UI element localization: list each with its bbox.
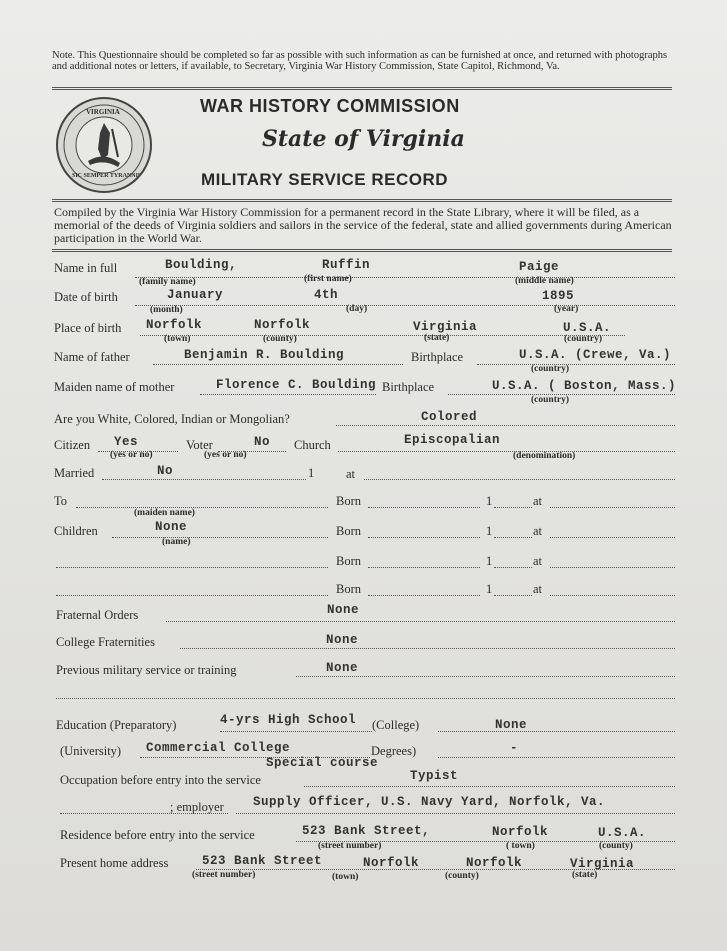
child2-born-label: Born [336, 554, 361, 568]
prev-service-line-2 [56, 698, 675, 699]
employer-line [236, 813, 675, 814]
dob-label: Date of birth [54, 290, 118, 304]
father-birthplace-label: Birthplace [411, 350, 464, 364]
maiden-name-sub: (maiden name) [134, 508, 195, 518]
college-value: None [495, 718, 528, 732]
note-text: Note. This Questionnaire should be completed so far as possible with such information as can be furnished at once, and returned with photographs and additional notes or letters, if available, to Secretary, Virginia War History Commission, State Capitol, Richmond, Va. [52, 50, 668, 72]
county-sub: (county) [263, 334, 297, 344]
degrees-label: Degrees) [371, 744, 417, 758]
to-one-line [494, 507, 532, 508]
mother-value: Florence C. Boulding [216, 378, 377, 392]
citizen-label: Citizen [54, 438, 91, 452]
to-one: 1 [486, 494, 493, 508]
prev-service-line [296, 676, 675, 677]
child3-born-label: Born [336, 582, 361, 596]
state-title: State of Virginia [262, 126, 465, 152]
child1-one-line [494, 537, 532, 538]
to-at-line [550, 507, 675, 508]
res-street-sub: (street number) [318, 841, 382, 851]
child2-one-line [494, 567, 532, 568]
pob-label: Place of birth [54, 321, 122, 335]
children-line [112, 537, 328, 538]
to-line [76, 507, 328, 508]
citizen-sub: (yes or no) [110, 450, 153, 460]
child1-one: 1 [486, 524, 493, 538]
pob-line [140, 335, 625, 336]
race-line [336, 425, 675, 426]
header-rule [52, 87, 672, 90]
children-value: None [155, 520, 188, 534]
dob-line [135, 305, 675, 306]
res-county-sub: (county) [599, 841, 633, 851]
res-town-value: Norfolk [492, 825, 549, 839]
child3-one-line [494, 595, 532, 596]
married-label: Married [54, 466, 95, 480]
employer-label: ; employer [170, 800, 224, 814]
prev-service-label: Previous military service or training [56, 663, 237, 677]
first-name-value: Ruffin [322, 258, 371, 272]
children-name-sub: (name) [162, 537, 191, 547]
voter-label: Voter [186, 438, 213, 452]
prev-service-value: None [326, 661, 359, 675]
married-at-line [364, 479, 675, 480]
seal-bottom-text: SIC SEMPER TYRANNIS [72, 173, 142, 179]
birth-country-value: U.S.A. [563, 321, 612, 335]
occupation-label: Occupation before entry into the service [60, 773, 261, 787]
child3-line [56, 595, 328, 596]
home-state-sub: (state) [572, 870, 598, 880]
home-street-sub: (street number) [192, 870, 256, 880]
family-name-sub: (family name) [139, 277, 196, 287]
denomination-sub: (denomination) [513, 451, 576, 461]
year-sub: (year) [554, 304, 579, 314]
to-born-label: Born [336, 494, 361, 508]
to-born-line [368, 507, 480, 508]
home-street-value: 523 Bank Street [202, 854, 323, 868]
family-name-value: Boulding, [165, 258, 238, 272]
birth-county-value: Norfolk [254, 318, 311, 332]
occupation-line [304, 786, 675, 787]
intro-text: Compiled by the Virginia War History Commission for a permanent record in the State Library, where it will be filed, as a memorial of the deeds of Virginia soldiers and sailors in the service of the federal, state and allied governments during American participation in the World War. [54, 205, 672, 245]
day-value: 4th [314, 288, 339, 302]
country-sub: (country) [564, 334, 602, 344]
child2-at-line [550, 567, 675, 568]
father-label: Name of father [54, 350, 130, 364]
child1-at-label: at [533, 524, 543, 538]
present-label: Present home address [60, 856, 169, 870]
child3-one: 1 [486, 582, 493, 596]
occupation-value: Typist [410, 769, 459, 783]
child2-at-label: at [533, 554, 543, 568]
child3-at-label: at [533, 582, 543, 596]
married-at-label: at [346, 467, 356, 481]
church-line [338, 451, 675, 452]
university-label: (University) [60, 744, 122, 758]
town-sub: (town) [164, 334, 191, 344]
employer-value: Supply Officer, U.S. Navy Yard, Norfolk, Va. [253, 795, 606, 809]
child1-born-line [368, 537, 480, 538]
education-line [220, 731, 372, 732]
middle-name-value: Paige [519, 260, 560, 274]
college-frat-value: None [326, 633, 359, 647]
residence-label: Residence before entry into the service [60, 828, 255, 842]
child2-born-line [368, 567, 480, 568]
mother-birthplace-label: Birthplace [382, 380, 435, 394]
university-value: Commercial College [146, 741, 291, 755]
married-line [102, 479, 306, 480]
college-line [438, 731, 675, 732]
month-value: January [167, 288, 224, 302]
birth-town-value: Norfolk [146, 318, 203, 332]
college-frat-line [180, 648, 675, 649]
race-label: Are you White, Colored, Indian or Mongolian? [54, 412, 290, 426]
birth-state-value: Virginia [413, 320, 478, 334]
res-street-value: 523 Bank Street, [302, 824, 431, 838]
father-value: Benjamin R. Boulding [184, 348, 345, 362]
fraternal-label: Fraternal Orders [56, 608, 139, 622]
year-value: 1895 [542, 289, 575, 303]
race-value: Colored [421, 410, 478, 424]
name-line [135, 277, 675, 278]
voter-sub: (yes or no) [204, 450, 247, 460]
child3-at-line [550, 595, 675, 596]
to-label: To [54, 494, 68, 508]
father-line [153, 364, 403, 365]
child2-line [56, 567, 328, 568]
voter-value: No [254, 435, 271, 449]
state-sub: (state) [424, 333, 450, 343]
fraternal-line [166, 621, 675, 622]
title-rule [52, 199, 672, 202]
special-course-value: Special course [266, 756, 379, 770]
month-sub: (month) [150, 305, 183, 315]
degrees-line [438, 757, 675, 758]
education-prep-value: 4-yrs High School [220, 713, 357, 727]
day-sub: (day) [346, 304, 368, 314]
home-county-value: Norfolk [466, 856, 523, 870]
college-label: (College) [372, 718, 420, 732]
college-frat-label: College Fraternities [56, 635, 155, 649]
married-value: No [157, 464, 174, 478]
name-label: Name in full [54, 261, 118, 275]
middle-name-sub: (middle name) [515, 276, 574, 286]
father-birthplace-line [477, 364, 675, 365]
father-country-sub: (country) [531, 364, 569, 374]
mother-line [200, 394, 376, 395]
home-town-value: Norfolk [363, 856, 420, 870]
education-label: Education (Preparatory) [56, 718, 177, 732]
father-birthplace-value: U.S.A. (Crewe, Va.) [519, 348, 672, 362]
res-country-value: U.S.A. [598, 826, 647, 840]
child1-born-label: Born [336, 524, 361, 538]
commission-title: WAR HISTORY COMMISSION [200, 96, 460, 116]
to-at-label: at [533, 494, 543, 508]
home-state-value: Virginia [570, 857, 635, 871]
married-one: 1 [308, 466, 315, 480]
intro-rule [52, 249, 672, 252]
mother-country-sub: (country) [531, 395, 569, 405]
mother-birthplace-value: U.S.A. ( Boston, Mass.) [492, 379, 677, 393]
degrees-value: - [510, 741, 519, 755]
children-label: Children [54, 524, 98, 538]
record-title: MILITARY SERVICE RECORD [201, 170, 449, 189]
child3-born-line [368, 595, 480, 596]
first-name-sub: (first name) [304, 274, 352, 284]
child1-at-line [550, 537, 675, 538]
seal-top-text: VIRGINIA [86, 108, 120, 116]
virginia-seal-icon [56, 97, 152, 193]
res-town-sub: ( town) [506, 841, 535, 851]
church-value: Episcopalian [404, 433, 501, 447]
fraternal-value: None [327, 603, 360, 617]
child2-one: 1 [486, 554, 493, 568]
citizen-value: Yes [114, 435, 139, 449]
church-label: Church [294, 438, 331, 452]
home-county-sub: (county) [445, 871, 479, 881]
mother-label: Maiden name of mother [54, 380, 175, 394]
home-town-sub: (town) [332, 872, 359, 882]
